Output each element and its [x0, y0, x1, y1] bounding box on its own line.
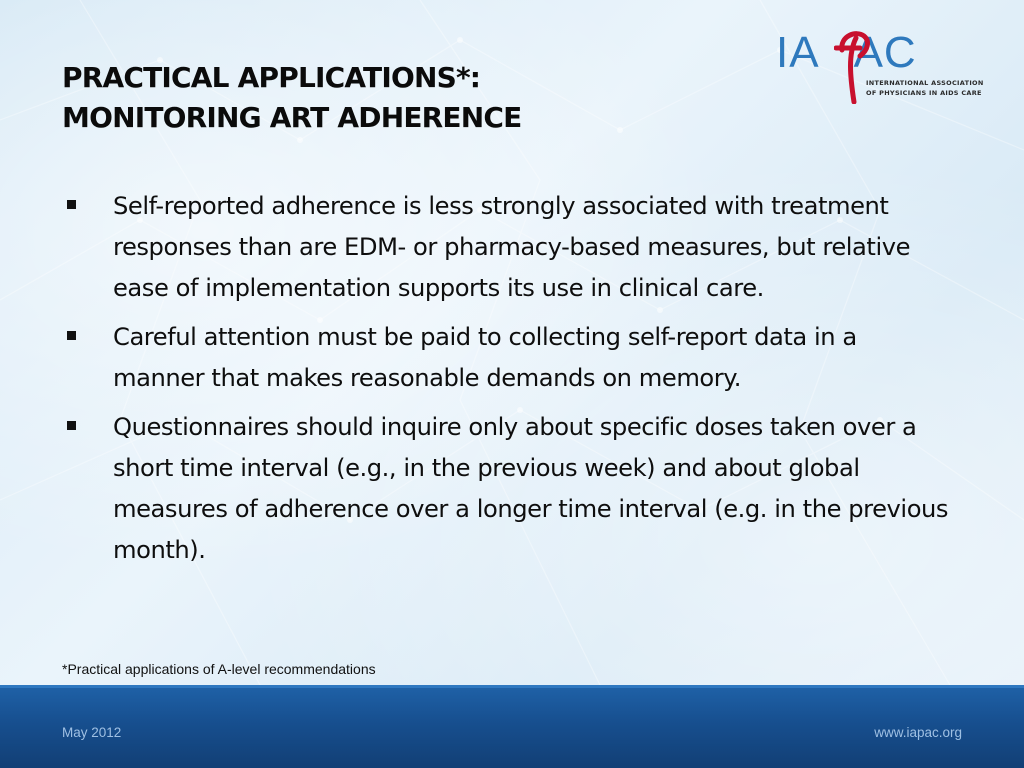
logo-sub-line-1: INTERNATIONAL ASSOCIATION [866, 79, 984, 87]
bullet-item [62, 317, 952, 399]
bullet-item [62, 407, 952, 571]
bullet-list [62, 186, 952, 579]
bullet-item [62, 186, 952, 309]
square-bullet-icon [67, 200, 76, 209]
square-bullet-icon [67, 421, 76, 430]
slide-title [62, 58, 762, 138]
bullet-text: Questionnaires should inquire only about specific doses taken over a short time interval (e.g., in the previous week) and about global measures of adherence over a longer time interval (e.g. in the previous month). [113, 413, 949, 564]
logo-subtitle [866, 78, 984, 98]
logo-text-left: IA [776, 28, 820, 77]
title-line-1: PRACTICAL APPLICATIONS*: [62, 61, 481, 94]
footer-date: May 2012 [62, 725, 122, 740]
bullet-text: Careful attention must be paid to collecting self-report data in a manner that makes reasonable demands on memory. [113, 323, 857, 392]
footer-divider [0, 685, 1024, 688]
footer-bar [0, 685, 1024, 768]
square-bullet-icon [67, 331, 76, 340]
title-line-2: MONITORING ART ADHERENCE [62, 101, 522, 134]
logo-text-right: AC [853, 28, 917, 77]
footnote: *Practical applications of A-level recommendations [62, 661, 376, 677]
bullet-text: Self-reported adherence is less strongly associated with treatment responses than are EDM- or pharmacy-based measures, but relative ease of implementation supports its use in clinical care. [113, 192, 911, 302]
logo-sub-line-2: OF PHYSICIANS IN AIDS CARE [866, 89, 982, 97]
iapac-logo [776, 24, 996, 106]
footer-url: www.iapac.org [874, 725, 962, 740]
